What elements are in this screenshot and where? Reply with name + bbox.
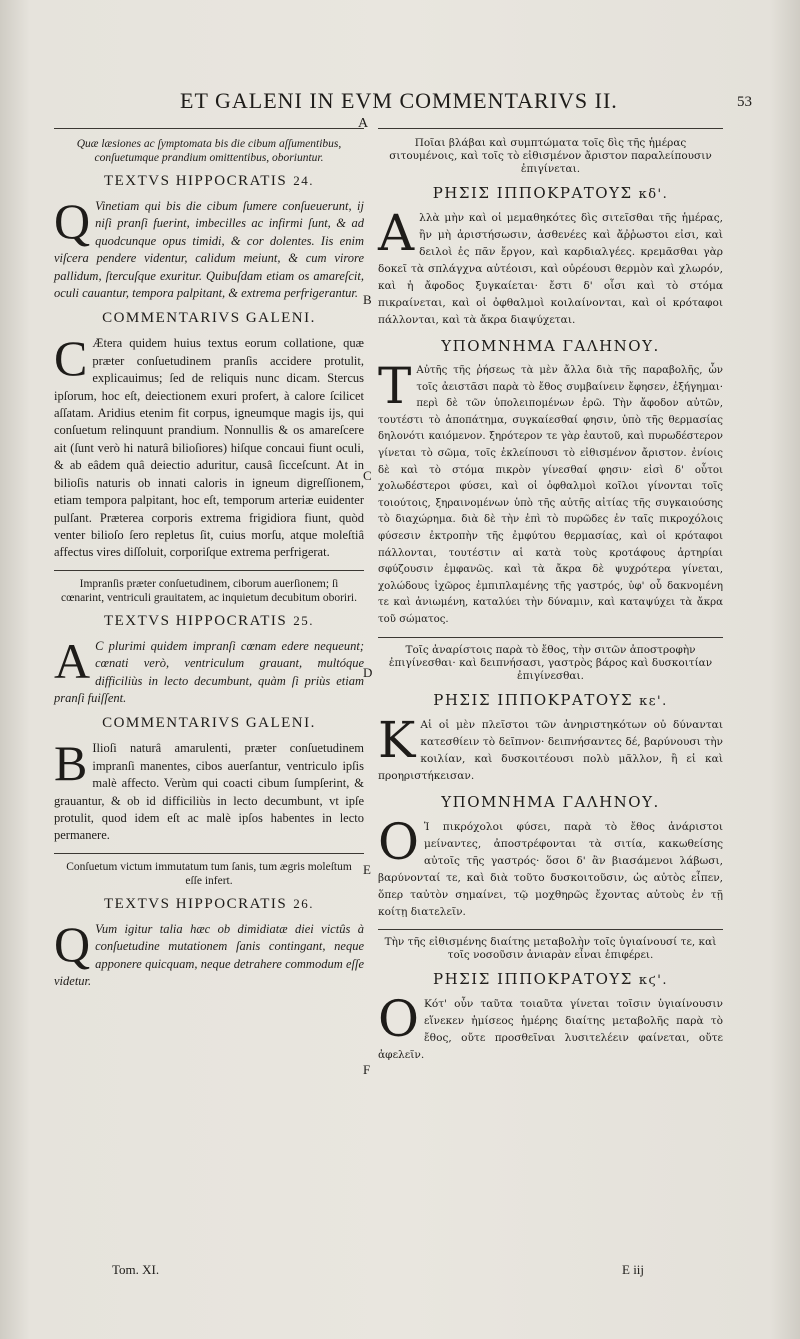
running-title: ET GALENI IN EVM COMMENTARIVS II.	[180, 88, 618, 113]
commentary-heading: ΥΠΟΜΝΗΜΑ ΓΑΛΗΝΟΥ.	[441, 792, 660, 811]
drop-cap: Ο	[378, 989, 419, 1048]
gutter-letter-f: F	[363, 1062, 371, 1077]
commentary-heading: COMMENTARIVS GALENI.	[102, 715, 316, 732]
section-marker-a: A	[358, 116, 369, 131]
drop-cap: A	[54, 632, 91, 689]
argument-summary: Τὴν τῆς εἰθισμένης διαίτης μεταβολὴν τοῖς ὑγιαίνουσί τε, καὶ τοῖς νοσοῦσιν ἀνιαρὰν εἶναι ἐπιφέρει.	[384, 935, 717, 961]
gutter-letter-e: E	[363, 862, 371, 877]
gutter-letter-b: B	[363, 292, 372, 307]
commentary-heading: COMMENTARIVS GALENI.	[102, 310, 316, 327]
argument-summary: Τοῖς ἀναρίστοις παρὰ τὸ ἔθος, τὴν σιτῶν ἀποστροφὴν ἐπιγίνεσθαι· καὶ δειπνήσασι, γαστρὸς βάρος καὶ δυσκοιτίαν ἐπιγίνεσθαι.	[388, 643, 713, 682]
galen-commentary: Τ Αὐτῆς τῆς ῥήσεως τὰ μὲν ἄλλα διὰ τῆς παραβολῆς, ὧν τοῖς ἀειστᾶσι παρὰ τὸ ἔθος συμβαίνειν ἔφησεν, ἐξήγημαι· περὶ δὲ τῶν ὑπολειπομένων ἐρῶ. Τὴν ἄφοδον αὐτῶν, τουτέστι τὸ ἀποπάτημα, συγκαίεσθαί φησιν, ὑπὸ τῆς θερμασίας δηλονότι καιόμενον. ξηρότερον τε γὰρ ἑαυτοῦ, καὶ πυρωδέστερον γίνεται τὸ σῶμα, τοῖς ἐκλείπουσι τὸ εἰθισμένον ἄριστον. ἐνίοις δὲ καὶ τὸ στόμα πικρὸν γίνεσθαί φησιν· εἰσὶ δ' οὗτοι χολωδέστεροι φύσει, καὶ οἱ ὀφθαλμοὶ κοῖλοι γίνονται τοῖς τοιούτοις, ξηραινομένων ὑπὸ τῆς αὐτῆς αἰτίας τῆς συγκαιούσης τὸ διαχώρημα. διὰ δὲ τὴν ἐπὶ τὸ πυρῶδες ἐν ταῖς πικροχόλοις φύσεσιν ἐκτροπὴν τῆς ἐμφύτου θερμασίας, καὶ οἱ κρόταφοι πάλλονται, τουτέστιν αἱ κατὰ τοὺς κροτάφους ἀρτηρίαι σφύζουσιν ἐμφανῶς. καὶ τὰ ἄκρα δὲ ψυχρότερα γίνεται, χολώδους ἰχῶρος ἐμπιπλαμένης τῆς γαστρός, ὑφ' οὗ δακνομένη τε καὶ ἀνιωμένη, καταλύει τὴν δύναμιν, καὶ καταψύχει τὰ ἄκρα τοῦ σώματος.	[378, 357, 723, 625]
page-number: 53	[737, 94, 752, 110]
top-rule	[54, 128, 364, 129]
separator-rule	[378, 929, 723, 930]
hippocrates-text: Q Vum igitur talia hæc ob dimidiatæ diei victûs à conſuetudine mutationem ſanis contingant, neque apponere quicquam, neque detrahere commodum eſſe videtur.	[54, 915, 364, 988]
argument-summary: Ποῖαι βλάβαι καὶ συμπτώματα τοῖς δὶς τῆς ἡμέρας σιτουμένοις, καὶ τοῖς τὸ εἰθισμένον ἄριστον παραλείπουσιν ἐπιγίνεται.	[389, 137, 712, 175]
hippocrates-text: Αλλὰ μὴν καὶ οἱ μεμαθηκότες δὶς σιτεῖσθαι τῆς ἡμέρας, ἢν μὴ ἀριστήσωσιν, ἀσθενέες καὶ ἄῤῥωστοι εἰσι, καὶ δειλοὶ ἐς πᾶν ἔργον, καὶ καρδιαλγέες. κρεμᾶσθαι γὰρ δοκεῖ τὰ σπλάγχνα αὐτέοισι, καὶ οὐρέουσι θερμὸν καὶ χλωρόν, καὶ ἡ ἄφοδος ξυγκαίεται· ἔστι δ' οἷσι καὶ τὸ στόμα πικραίνεται, καὶ οἱ ὀφθαλμοὶ κοιλαίνονται, καὶ οἱ κρόταφοι πάλλονται, καὶ τὰ ἄκρα διαψύχεται.	[378, 204, 723, 326]
hippocrates-text: Q Vinetiam qui bis die cibum ſumere conſueuerunt, ij niſi pranſi fuerint, imbecilles ac infirmi ſunt, & ad quodcunque opus timidi, & cor dolentes. Iis enim viſcera pendere videntur, calidum meiunt, & cum virore pallidum, ſtercuſque exuritur. Quibuſdam etiam os amareſcit, oculi cauantur, tempora palpitant, & extrema perfrigerantur.	[54, 193, 364, 301]
section-heading: ΡΗΣΙΣ ΙΠΠΟΚΡΑΤΟΥΣ κϛ'.	[432, 969, 669, 988]
separator-rule	[378, 637, 723, 638]
argument-summary: Conſuetum victum immutatum tum ſanis, tum ægris moleſtum eſſe infert.	[66, 860, 352, 887]
galen-commentary: C Ætera quidem huius textus eorum collatione, quæ præter conſuetudinem pranſis accidere protulit, explicauimus; ſed de reliquis nunc dicam. Stercus ipſorum, hoc eſt, deiectionem exuri profert, à calore ſcilicet aſſatam. Aridius etenim fit corpus, igneumque magis ijs, qui conſuetum relinquunt prandium. Nonnullis & os amareſcere ait (ſunt verò hi naturâ bilioſiores) hiſque concaui fiunt oculi, & ab eâdem quâ deiectio aduritur, causâ ſicceſcunt. At in bilioſis naturis ob innati caloris in igneum digreſſionem, etiam tempora palpitant, hoc eſt, temporum arteriæ euidenter pulſant. Præterea corporis extrema frigidiora fiunt, quòd venter bilioſo ſero repletus ſit, cuius morſu, atque moleſtiâ affectus vires diſſoluit, corporiſque extrema perfrigerat.	[54, 330, 364, 560]
section-heading: TEXTVS HIPPOCRATIS 24.	[103, 173, 315, 189]
top-rule	[378, 128, 723, 129]
drop-cap: Α	[378, 204, 415, 262]
drop-cap: Q	[54, 915, 91, 972]
greek-column	[378, 128, 723, 1072]
galen-commentary: B Ilioſi naturâ amarulenti, præter conſuetudinem impranſi manentes, cibos auerſantur, ventriculo ipſis malè affecto. Verùm qui coacti cibum ſumpſerint, & grauantur, & ob id difficiliùs in lecto decumbunt, vt ipſe protulit, quod idem eſt ac malè ipſos habentes in lecto permanere.	[54, 735, 364, 843]
gutter-letter-d: D	[363, 665, 373, 680]
running-head	[40, 88, 760, 118]
drop-cap: Τ	[378, 357, 412, 415]
drop-cap: B	[54, 735, 88, 792]
section-heading: ΡΗΣΙΣ ΙΠΠΟΚΡΑΤΟΥΣ κε'.	[433, 690, 668, 709]
galen-commentary: Ο Ἱ πικρόχολοι φύσει, παρὰ τὸ ἔθος ἀνάριστοι μείναντες, ἀποστρέφονται τὰ σιτία, κακωθείσης αὐτοῖς τῆς γαστρός· ὅσοι δ' ἂν βιασάμενοι λάβωσι, βαρύνονταί τε, καὶ διὰ τοῦτο δυσκοιτοῦσιν, ὡς αὐτὸς εἶπεν, ὅπερ ταὐτὸν σημαίνει, τῷ μοχθηρῶς ἔχοντας αὐτοὺς ἐν τῇ κοίτῃ διατελεῖν.	[378, 812, 723, 918]
volume-signature: Tom. XI.	[112, 1262, 160, 1277]
gathering-signature: E iij	[622, 1262, 645, 1277]
separator-rule	[54, 570, 364, 571]
section-heading: ΡΗΣΙΣ ΙΠΠΟΚΡΑΤΟΥΣ κδ'.	[432, 184, 669, 202]
latin-column	[54, 128, 364, 998]
hippocrates-text: Ο Κότ' οὖν ταῦτα τοιαῦτα γίνεται τοῖσιν ὑγιαίνουσιν εἵνεκεν ἡμίσεος ἡμέρης διαίτης μεταβολῆς παρὰ τὸ ἔθος, οὔτε προσθεῖναι λυσιτελέειν φαίνεται, οὔτε ἀφελεῖν.	[378, 989, 723, 1061]
argument-summary: Impranſis præter conſuetudinem, ciborum auerſionem; ſi cœnarint, ventriculi grauitatem, ac inquietum decubitum oboriri.	[60, 577, 358, 604]
section-heading: TEXTVS HIPPOCRATIS 26.	[103, 895, 315, 912]
hippocrates-text: A C plurimi quidem impranſi cœnam edere nequeunt; cœnati verò, ventriculum grauant, multóque difficiliùs in lecto decumbunt, quàm ſi priùs etiam pranſi fuiſſent.	[54, 632, 364, 705]
section-heading: TEXTVS HIPPOCRATIS 25.	[103, 612, 315, 629]
gutter-letter-c: C	[363, 468, 372, 483]
drop-cap: C	[54, 330, 88, 387]
hippocrates-text: Κ Αἱ οἱ μὲν πλεῖστοι τῶν ἀνηριστηκότων οὐ δύνανται κατεσθίειν τὸ δεῖπνον· δειπνήσαντες δέ, βαρύνουσι τὴν κοιλίαν, καὶ δυσκοιτέουσι πολὺ μᾶλλον, ἢ εἰ καὶ προηριστήκεισαν.	[378, 710, 723, 782]
drop-cap: Κ	[378, 710, 416, 769]
argument-summary: Quæ læsiones ac ſymptomata bis die cibum aſſumentibus, conſuetumque prandium omittentibus, oboriuntur.	[76, 138, 342, 164]
separator-rule	[54, 853, 364, 854]
drop-cap: Q	[54, 193, 91, 249]
drop-cap: Ο	[378, 812, 419, 871]
commentary-heading: ΥΠΟΜΝΗΜΑ ΓΑΛΗΝΟΥ.	[441, 337, 660, 355]
